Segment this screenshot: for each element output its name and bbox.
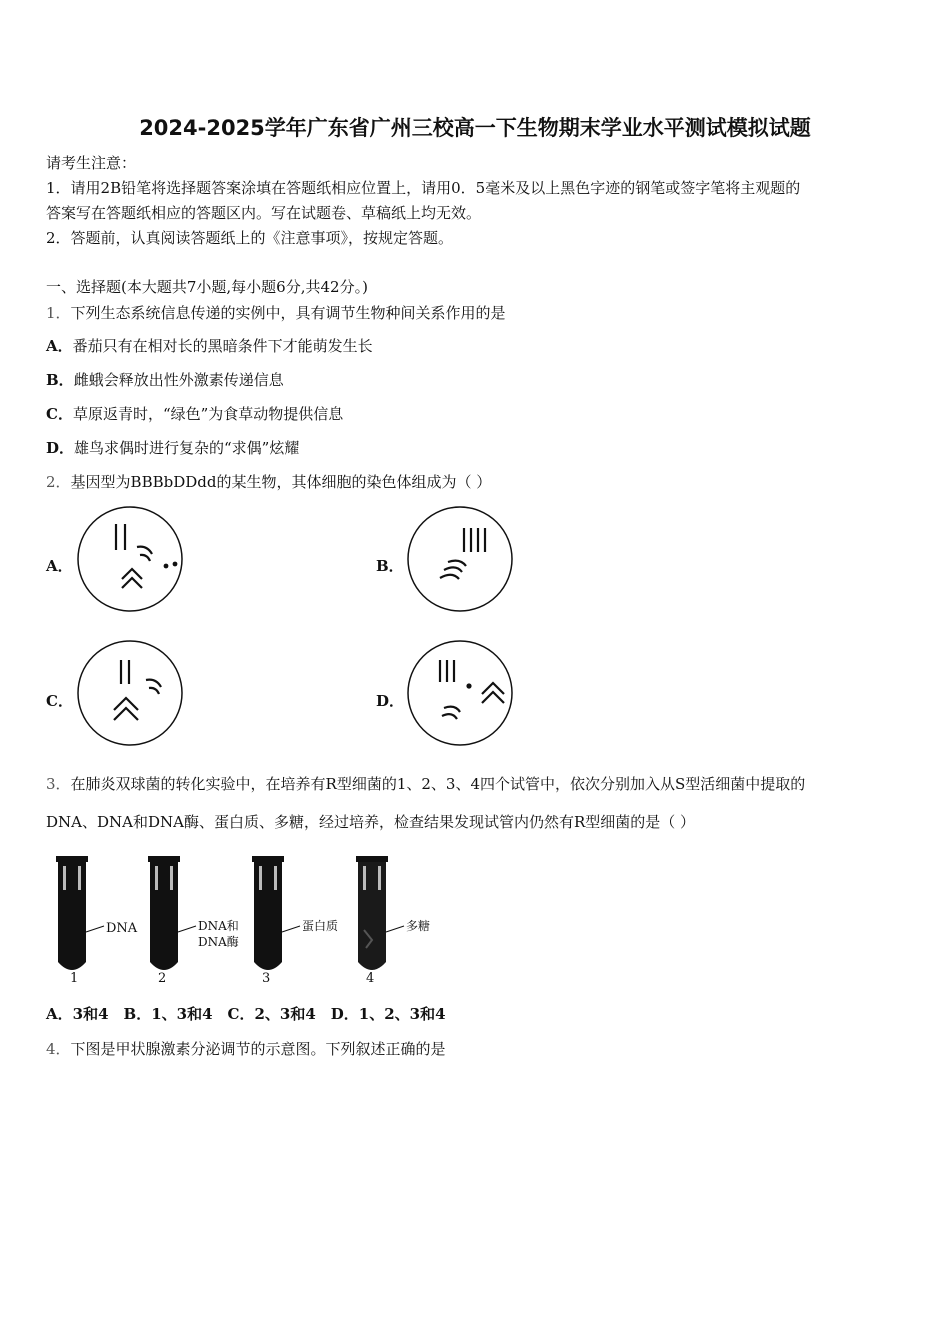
question-3-line-2: DNA、DNA和DNA酶、蛋白质、多糖，经过培养，检查结果发现试管内仍然有R型细菌的是（ ） (46, 813, 696, 831)
question-stem: 下图是甲状腺激素分泌调节的示意图。下列叙述正确的是 (70, 1040, 446, 1058)
figure-label-b: B． (376, 557, 404, 575)
option-d (46, 437, 299, 458)
question-stem: 基因型为BBBbDDdd的某生物，其体细胞的染色体组成为（ ） (70, 473, 492, 491)
test-tube-1 (56, 856, 138, 986)
tube-label: 蛋白质 (302, 919, 339, 933)
question-stem-line-1: 在肺炎双球菌的转化实验中，在培养有R型细菌的1、2、3、4四个试管中，依次分别加入从S型活细菌中提取的 (70, 775, 806, 793)
figure-label-d: D． (376, 692, 405, 710)
option-label: C． (46, 405, 73, 423)
notice-heading: 请考生注意： (46, 154, 137, 172)
test-tube-figure (46, 850, 446, 988)
tube-number: 1 (70, 971, 79, 986)
tube-number: 2 (158, 971, 167, 986)
option-label: B． (46, 371, 74, 389)
tube-number: 3 (262, 971, 271, 986)
option-b (46, 369, 284, 390)
question-number: 2． (46, 473, 71, 491)
tube-number: 4 (366, 971, 375, 986)
question-stem: 下列生态系统信息传递的实例中，具有调节生物种间关系作用的是 (70, 304, 506, 322)
notice-line-1b: 答案写在答题纸相应的答题区内。写在试题卷、草稿纸上均无效。 (46, 204, 482, 222)
test-tube-4 (356, 856, 430, 986)
question-3-options: A．3和4 B．1、3和4 C．2、3和4 D．1、2、3和4 (46, 1005, 446, 1023)
cell-diagram-b (404, 504, 516, 614)
question-number: 4． (46, 1040, 71, 1058)
option-c (46, 403, 343, 424)
option-text: 番茄只有在相对长的黑暗条件下才能萌发生长 (72, 337, 373, 355)
question-number: 1． (46, 304, 71, 322)
notice-line-1: 1．请用2B铅笔将选择题答案涂填在答题纸相应位置上，请用0．5毫米及以上黑色字迹的钢笔或签字笔将主观题的 (46, 179, 801, 197)
tube-label: DNA (106, 921, 138, 936)
option-a (46, 335, 373, 356)
notice-line-2: 2．答题前，认真阅读答题纸上的《注意事项》，按规定答题。 (46, 229, 454, 247)
tube-label-line-2: DNA酶 (198, 935, 239, 949)
figure-label-c: C． (46, 692, 73, 710)
cell-diagram-c (74, 638, 186, 748)
question-3 (46, 773, 805, 794)
test-tube-2 (148, 856, 239, 986)
option-text: 雌蛾会释放出性外激素传递信息 (73, 371, 284, 389)
page-title: 2024-2025学年广东省广州三校高一下生物期末学业水平测试模拟试题 (139, 116, 811, 140)
test-tube-3 (252, 856, 338, 986)
question-1 (46, 302, 506, 323)
figure-label-a: A． (46, 557, 73, 575)
option-label: D． (46, 439, 75, 457)
question-4 (46, 1038, 446, 1059)
option-text: 雄鸟求偶时进行复杂的“求偶”炫耀 (74, 439, 300, 457)
tube-label: DNA和 (198, 919, 239, 933)
cell-diagram-a (74, 504, 186, 614)
question-number: 3． (46, 775, 71, 793)
section-heading: 一、选择题(本大题共7小题,每小题6分,共42分。) (46, 278, 368, 296)
question-2 (46, 471, 491, 492)
option-label: A． (46, 337, 73, 355)
option-text: 草原返青时，“绿色”为食草动物提供信息 (72, 405, 344, 423)
tube-label: 多糖 (406, 919, 431, 933)
cell-diagram-d (404, 638, 516, 748)
